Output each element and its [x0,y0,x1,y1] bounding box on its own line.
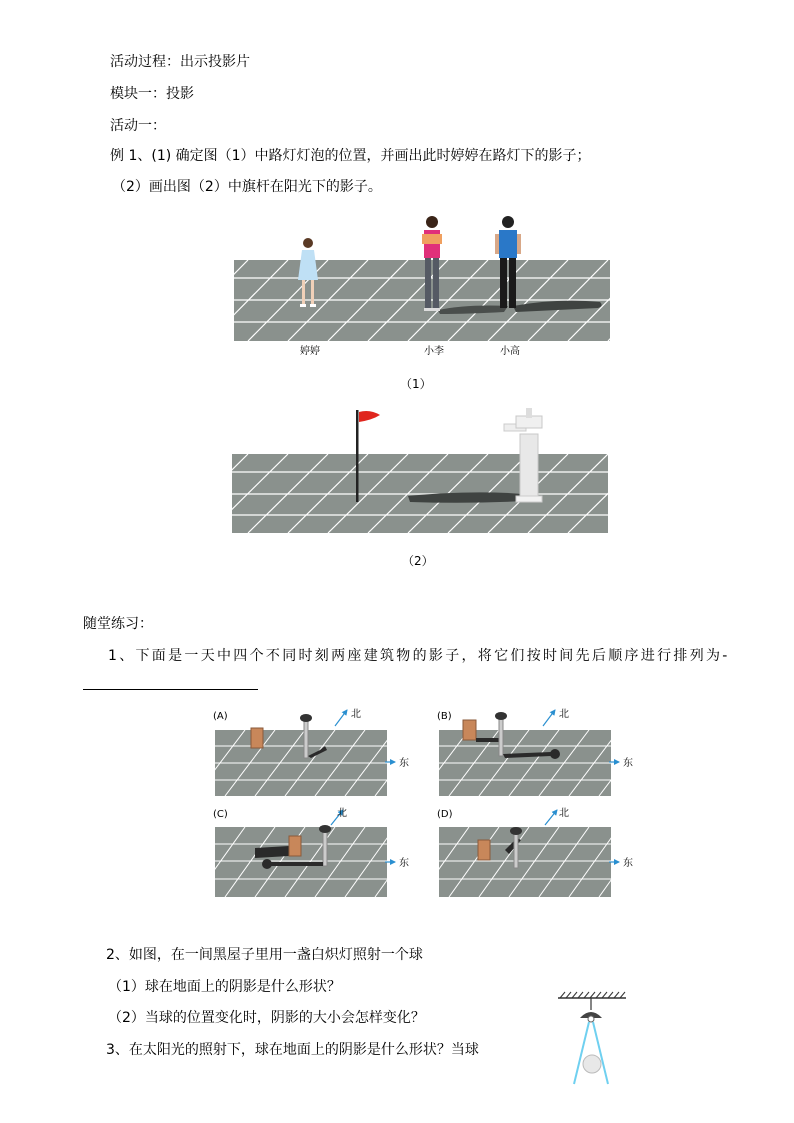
panel-d [419,810,645,897]
ball [583,1055,601,1073]
light-ray-left [574,1022,589,1084]
figure-2-flagpole-shadow [228,404,613,536]
practice-question-3: 3、在太阳光的照射下，球在地面上的阴影是什么形状？当球 [106,1042,479,1058]
figure-2-caption: （2） [402,554,434,568]
activity-line: 活动一： [110,118,166,134]
person-label-tingting: 婷婷 [300,346,320,357]
panel-a-east: 东 [399,758,409,769]
panel-c [205,810,425,897]
panel-c-east: 东 [399,858,409,869]
panel-a [205,710,425,796]
panel-b-east: 东 [623,758,633,769]
practice-question-1: 1、下面是一天中四个不同时刻两座建筑物的影子，将它们按时间先后顺序进行排列为- [108,648,730,664]
panel-b [419,710,645,796]
lamp-ball-figure [556,986,646,1088]
panel-d-east: 东 [623,858,633,869]
bulb [588,1016,594,1022]
q1-building-shadow-panels [205,700,645,900]
practice-question-2: 2、如图，在一间黑屋子里用一盏白炽灯照射一个球 [106,947,423,963]
module-line: 模块一：投影 [110,86,194,102]
practice-question-2-2: （2）当球的位置变化时，阴影的大小会怎样变化？ [108,1010,425,1026]
panel-c-label: (C) [213,809,228,820]
example1-line1: 例 1、(1) 确定图（1）中路灯灯泡的位置，并画出此时婷婷在路灯下的影子； [110,148,591,164]
panel-a-north: 北 [351,709,361,720]
person-label-xiaoli: 小李 [424,346,444,357]
light-ray-right [593,1022,608,1084]
panel-d-label: (D) [437,809,453,820]
ceiling-hatch [558,992,626,998]
panel-c-north: 北 [337,808,347,819]
panel-a-label: (A) [213,711,228,722]
panel-d-north: 北 [559,808,569,819]
flag [359,411,380,422]
person-label-xiaogao: 小高 [500,346,520,357]
figure-1-caption: （1） [400,377,432,391]
flagpole [356,410,359,502]
panel-b-label: (B) [437,711,452,722]
answer-blank-line[interactable] [83,689,258,690]
activity-process-line: 活动过程：出示投影片 [110,54,250,70]
figure-1-people-shadows [228,210,618,365]
practice-question-2-1: （1）球在地面上的阴影是什么形状？ [108,979,341,995]
practice-title: 随堂练习： [83,616,153,632]
panel-b-north: 北 [559,709,569,720]
example1-line2: （2）画出图（2）中旗杆在阳光下的影子。 [112,179,382,195]
